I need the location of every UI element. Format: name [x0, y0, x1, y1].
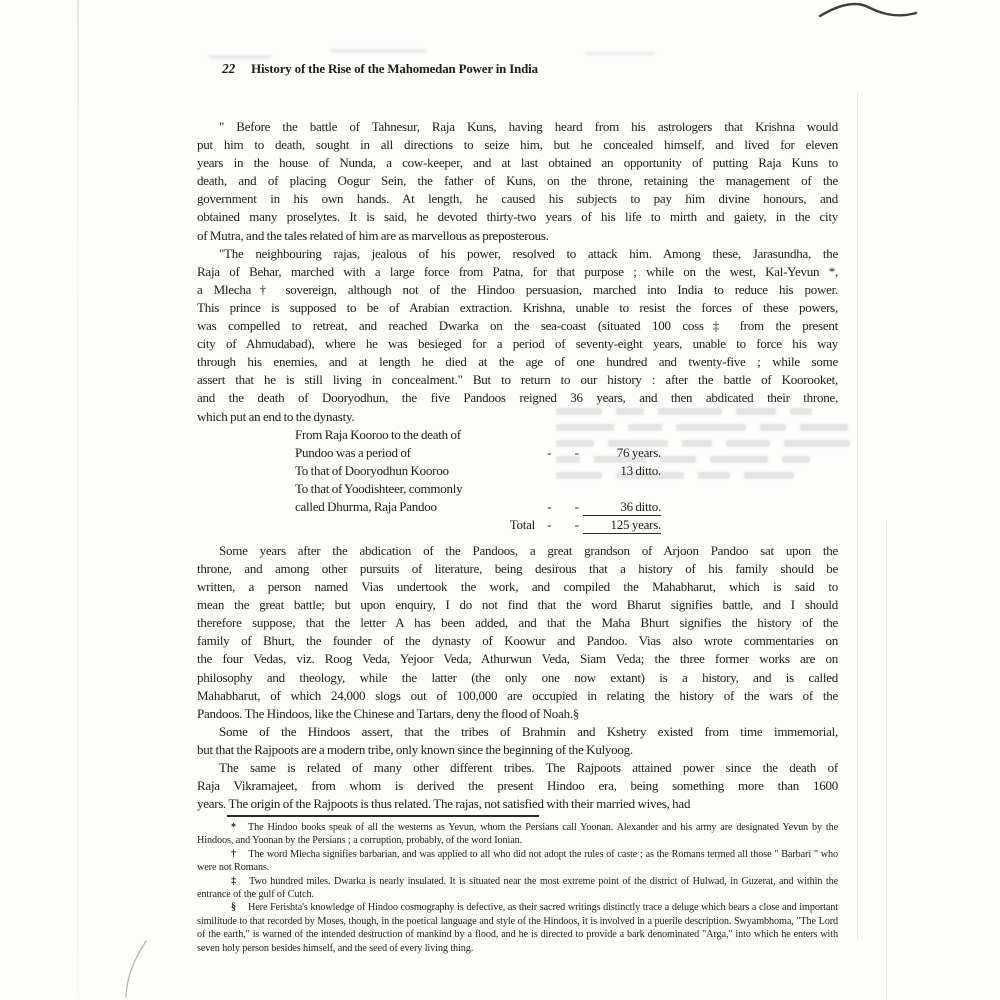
text-line: city of Ahmudabad), where he was besieged for a period of seventy-eight years, unable to force his way — [197, 336, 838, 352]
text-line: the four Vedas, viz. Roog Veda, Yejoor Veda, Athurwun Veda, Siam Veda; the three former works are on — [197, 651, 838, 667]
paragraph — [197, 723, 838, 759]
table-row-value — [583, 426, 661, 444]
text-line: put him to death, sought in all directions to seize him, but he concealed himself, and lived for eleven — [197, 137, 838, 153]
table-dash-leaders: - - — [547, 517, 579, 533]
text-line: of Mutra, and the tales related of him are as marvellous as preposterous. — [197, 227, 549, 243]
text-line: mean the great battle; but upon enquiry, I do not find that the word Bharut signifies battle, and I should — [197, 597, 838, 613]
paragraph — [197, 118, 838, 245]
text-line: This prince is supposed to be of Arabian extraction. Krishna, unable to resist the forces of these powers, — [197, 299, 838, 315]
table-row-label: Pundoo was a period of — [295, 444, 411, 460]
scan-smudge — [330, 49, 426, 53]
page-right-crease — [857, 92, 858, 940]
table-row — [295, 444, 661, 462]
text-line: Pandoos. The Hindoos, like the Chinese and Tartars, deny the flood of Noah.§ — [197, 705, 580, 721]
footnote — [197, 875, 838, 902]
table-total-label: Total — [509, 517, 535, 533]
text-line: family of Bhurt, the founder of the dynasty of Koowur and Pandoo. Vias also wrote commentaries on — [197, 633, 838, 649]
text-line: a Mlecha† sovereign, although not of the Hindoo persuasion, marched into India to reduce his power. — [197, 281, 838, 297]
footnote-text: Two hundred miles. Dwarka is nearly insulated. It is situated near the most extreme point of the district of Hulwad, in Guzerat, and within the entrance of the gulf of Cutch. — [197, 875, 839, 901]
text-line: which put an end to the dynasty. — [197, 408, 355, 424]
scan-smudge — [208, 55, 272, 59]
table-row — [295, 426, 661, 444]
footnote-marker: * — [231, 822, 236, 833]
footnote — [197, 848, 838, 875]
footnote-separator-rule — [227, 815, 539, 817]
text-line: The same is related of many other different tribes. The Rajpoots attained power since the death of — [219, 759, 838, 775]
text-line: government in his own hands. At length, he caused his subjects to pay him divine honours, and — [197, 191, 838, 207]
paragraph — [197, 542, 838, 723]
body-text — [197, 118, 838, 813]
scanner-hair-bottom-left — [108, 933, 160, 1000]
text-line: but that the Rajpoots are a modern tribe, only known since the beginning of the Kulyoog. — [197, 741, 633, 757]
paragraph — [197, 245, 838, 426]
text-line: " Before the battle of Tahnesur, Raja Kuns, having heard from his astrologers that Krishna would — [219, 119, 838, 134]
footnote-text: The word Mlecha signifies barbarian, and was applied to all who did not adopt the rules of caste ; as the Romans termed all those " Barbari " who were not Romans. — [197, 848, 838, 874]
text-line: death, and of placing Oogur Sein, the father of Kuns, on the throne, retaining the management of the — [197, 173, 838, 189]
text-line: assert that he is still living in concealment." But to return to our history : after the battle of Koorooket, — [197, 372, 838, 388]
table-row-label: To that of Yoodishteer, commonly — [295, 480, 463, 496]
running-title: History of the Rise of the Mahomedan Power in India — [251, 62, 538, 76]
text-line: Some years after the abdication of the Pandoos, a great grandson of Arjoon Pandoo sat upon the — [219, 542, 838, 558]
footnotes — [197, 821, 838, 955]
page-left-edge-shadow — [77, 0, 79, 1000]
table-row-value: 13 ditto. — [620, 462, 661, 478]
table-row — [295, 480, 661, 498]
page-right-crease-lower — [886, 520, 887, 1000]
table-row-value — [583, 480, 661, 498]
table-dash-leaders — [513, 462, 583, 480]
text-line: throne, and among other pursuits of literature, being desirous that a history of his family should be — [197, 560, 838, 576]
text-line: through his enemies, and at length he died at the age of one hundred and twenty-five ; while some — [197, 354, 838, 370]
paragraphs-before-table — [197, 118, 838, 426]
table-dash-leaders: - - — [547, 444, 579, 460]
text-line: therefore suppose, that the letter A has been added, and that the Maha Bhurt signifies the history of the — [197, 615, 838, 631]
text-line: was compelled to retreat, and reached Dwarka on the sea-coast (situated 100 coss‡ from the present — [197, 318, 838, 334]
text-line: Some of the Hindoos assert, that the tribes of Brahmin and Kshetry existed from time immemorial, — [219, 723, 838, 739]
text-line: Mahabharut, of which 24,000 slogs out of 100,000 are occupied in relating the history of the wars of the — [197, 687, 838, 703]
footnote — [197, 821, 838, 848]
scan-smudge — [585, 52, 655, 55]
footnote-text: The Hindoo books speak of all the westerns as Yevun, whom the Persians call Yoonan. Alexander and his army are designated Yevun by the Hindoos, and Yoonan by the Persians ; a corruption, probably, of the word Ionian. — [197, 822, 838, 847]
table-row-value: 125 years. — [583, 516, 661, 534]
page-number: 22 — [222, 61, 236, 76]
paragraph — [197, 759, 838, 813]
table-dash-leaders — [513, 480, 583, 498]
page-header — [222, 60, 538, 78]
table-dash-leaders — [513, 426, 583, 444]
table-row — [295, 462, 661, 480]
chronology-table — [295, 426, 661, 535]
text-line: Raja of Behar, marched with a large force from Patna, for that purpose ; while on the west, Kal-Yevun *, — [197, 263, 838, 279]
table-row-value: 76 years. — [616, 444, 661, 460]
footnote-marker: § — [231, 902, 236, 914]
text-line: years in the house of Nunda, a cow-keeper, and at last obtained an opportunity of putting Raja Kuns to — [197, 155, 838, 171]
table-row-label: From Raja Kooroo to the death of — [295, 426, 461, 442]
footnote — [197, 901, 838, 955]
text-line: years. The origin of the Rajpoots is thus related. The rajas, not satisfied with their married wives, had — [197, 796, 691, 812]
table-row — [295, 498, 661, 516]
text-line: and the death of Dooryodhun, the five Pandoos reigned 36 years, and then abdicated their throne, — [197, 390, 838, 406]
table-dash-leaders: - - — [547, 498, 579, 514]
scanner-hair-top-right — [806, 0, 926, 34]
footnote-marker: ‡ — [231, 875, 238, 887]
table-row-value: 36 ditto. — [583, 498, 661, 516]
table-row — [295, 516, 661, 534]
text-line: Raja Vikramajeet, from whom is derived the present Hindoo era, being something more than 1600 — [197, 778, 838, 794]
paragraphs-after-table — [197, 542, 838, 813]
footnote-text: Here Ferishta's knowledge of Hindoo cosmography is defective, as their sacred writings distinctly trace a deluge which bears a close and important similitude to that recorded by Moses, though, in the poetical language and style of the Hindoos, it is involved in a puerile description. Swyambhoma, "The Lord of the earth," is warned of the intended destruction of mankind by a flood, and he is directed to provide a bark denominated "Arga," into which he enters with seven holy person besides himself, and the seed of every living thing. — [197, 902, 838, 954]
text-line: philosophy and theology, while the latter (the only one now extant) is a history, and is called — [197, 669, 838, 685]
text-line: obtained many proselytes. It is said, he devoted thirty-two years of his life to mirth and gaiety, in the city — [197, 209, 838, 225]
text-line: written, a person named Vias undertook the work, and compiled the Mahabharut, which is said to — [197, 579, 838, 595]
footnote-marker: † — [231, 848, 237, 860]
text-line: "The neighbouring rajas, jealous of his power, resolved to attack him. Among these, Jarasundha, the — [219, 245, 838, 261]
table-row-label: called Dhurma, Raja Pandoo — [295, 498, 437, 514]
table-row-label: To that of Dooryodhun Kooroo — [295, 462, 449, 478]
